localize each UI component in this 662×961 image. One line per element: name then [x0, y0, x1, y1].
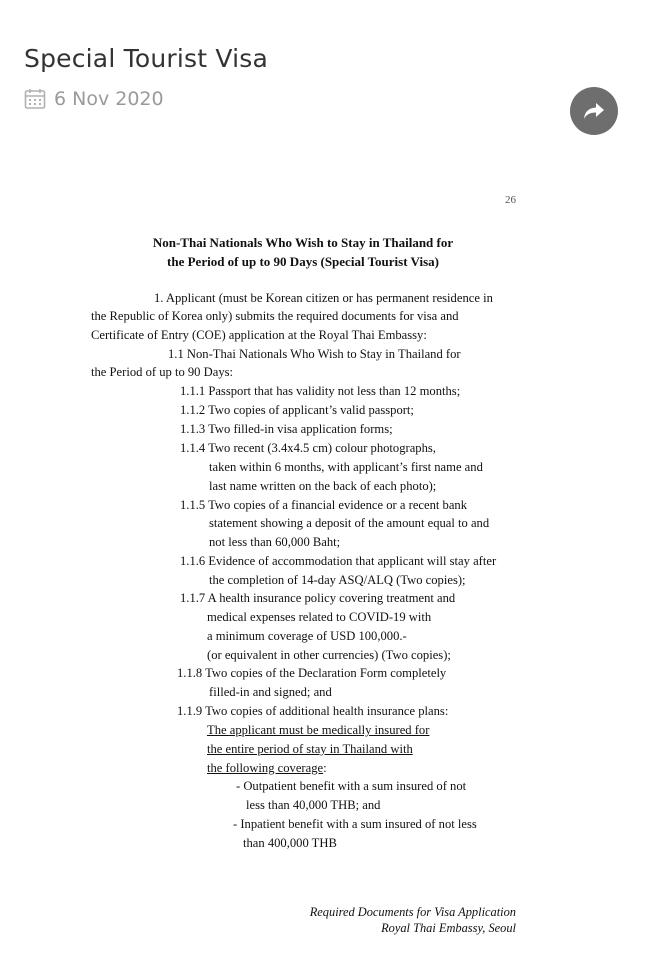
document-line: 1.1.5 Two copies of a financial evidence or a recent bank: [180, 498, 468, 512]
document-line: 1.1.6 Evidence of accommodation that applicant will stay after: [180, 554, 497, 568]
document-line: 1.1 Non-Thai Nationals Who Wish to Stay in Thailand for: [168, 347, 461, 361]
document-line: not less than 60,000 Baht;: [209, 535, 341, 549]
footer-line: Required Documents for Visa Application: [309, 905, 516, 919]
document-line: a minimum coverage of USD 100,000.-: [207, 629, 407, 643]
calendar-icon: [24, 88, 46, 110]
document-line: than 400,000 THB: [243, 836, 337, 850]
document-line: Certificate of Entry (COE) application at the Royal Thai Embassy:: [91, 328, 427, 342]
document-heading-line: the Period of up to 90 Days (Special Tourist Visa): [167, 254, 439, 269]
document-line: 1.1.8 Two copies of the Declaration Form completely: [177, 666, 447, 680]
document-line: taken within 6 months, with applicant’s first name and: [209, 460, 483, 474]
document-line: 1.1.4 Two recent (3.4x4.5 cm) colour photographs,: [180, 441, 436, 455]
document-line: the Republic of Korea only) submits the required documents for visa and: [91, 309, 459, 323]
document-line: the entire period of stay in Thailand with: [207, 742, 413, 756]
document-line: - Outpatient benefit with a sum insured of not: [236, 779, 467, 793]
punctuation: :: [323, 761, 327, 775]
document-line: 1. Applicant (must be Korean citizen or has permanent residence in: [154, 291, 493, 305]
document-line: (or equivalent in other currencies) (Two copies);: [207, 648, 451, 662]
document-line: last name written on the back of each photo);: [209, 479, 437, 493]
share-icon: [582, 101, 606, 121]
document-line: filled-in and signed; and: [209, 685, 332, 699]
document-line: The applicant must be medically insured for: [207, 723, 430, 737]
document-heading: [90, 233, 516, 271]
post-date: 6 Nov 2020: [54, 88, 164, 110]
document-line: medical expenses related to COVID-19 with: [207, 610, 432, 624]
document-line: 1.1.3 Two filled-in visa application forms;: [180, 422, 393, 436]
page-title: Special Tourist Visa: [24, 44, 269, 73]
date-row: [24, 88, 164, 110]
document-line: - Inpatient benefit with a sum insured of not less: [233, 817, 477, 831]
footer-line: Royal Thai Embassy, Seoul: [381, 921, 516, 935]
document-line: the completion of 14-day ASQ/ALQ (Two copies);: [209, 573, 466, 587]
document-line: 1.1.7 A health insurance policy covering treatment and: [180, 591, 456, 605]
document-footer: [310, 904, 516, 936]
document-line: 1.1.2 Two copies of applicant’s valid passport;: [180, 403, 414, 417]
document-line: [207, 759, 327, 777]
document-line: statement showing a deposit of the amount equal to and: [209, 516, 490, 530]
document-line: less than 40,000 THB; and: [246, 798, 381, 812]
document-heading-line: Non-Thai Nationals Who Wish to Stay in Thailand for: [152, 235, 454, 250]
document-line: 1.1.9 Two copies of additional health insurance plans:: [177, 704, 449, 718]
document-line: 1.1.1 Passport that has validity not less than 12 months;: [180, 384, 461, 398]
document-line: the Period of up to 90 Days:: [91, 365, 234, 379]
share-button[interactable]: [570, 87, 618, 135]
underlined-text: the following coverage: [207, 761, 324, 775]
document-page-number: 26: [505, 194, 516, 206]
